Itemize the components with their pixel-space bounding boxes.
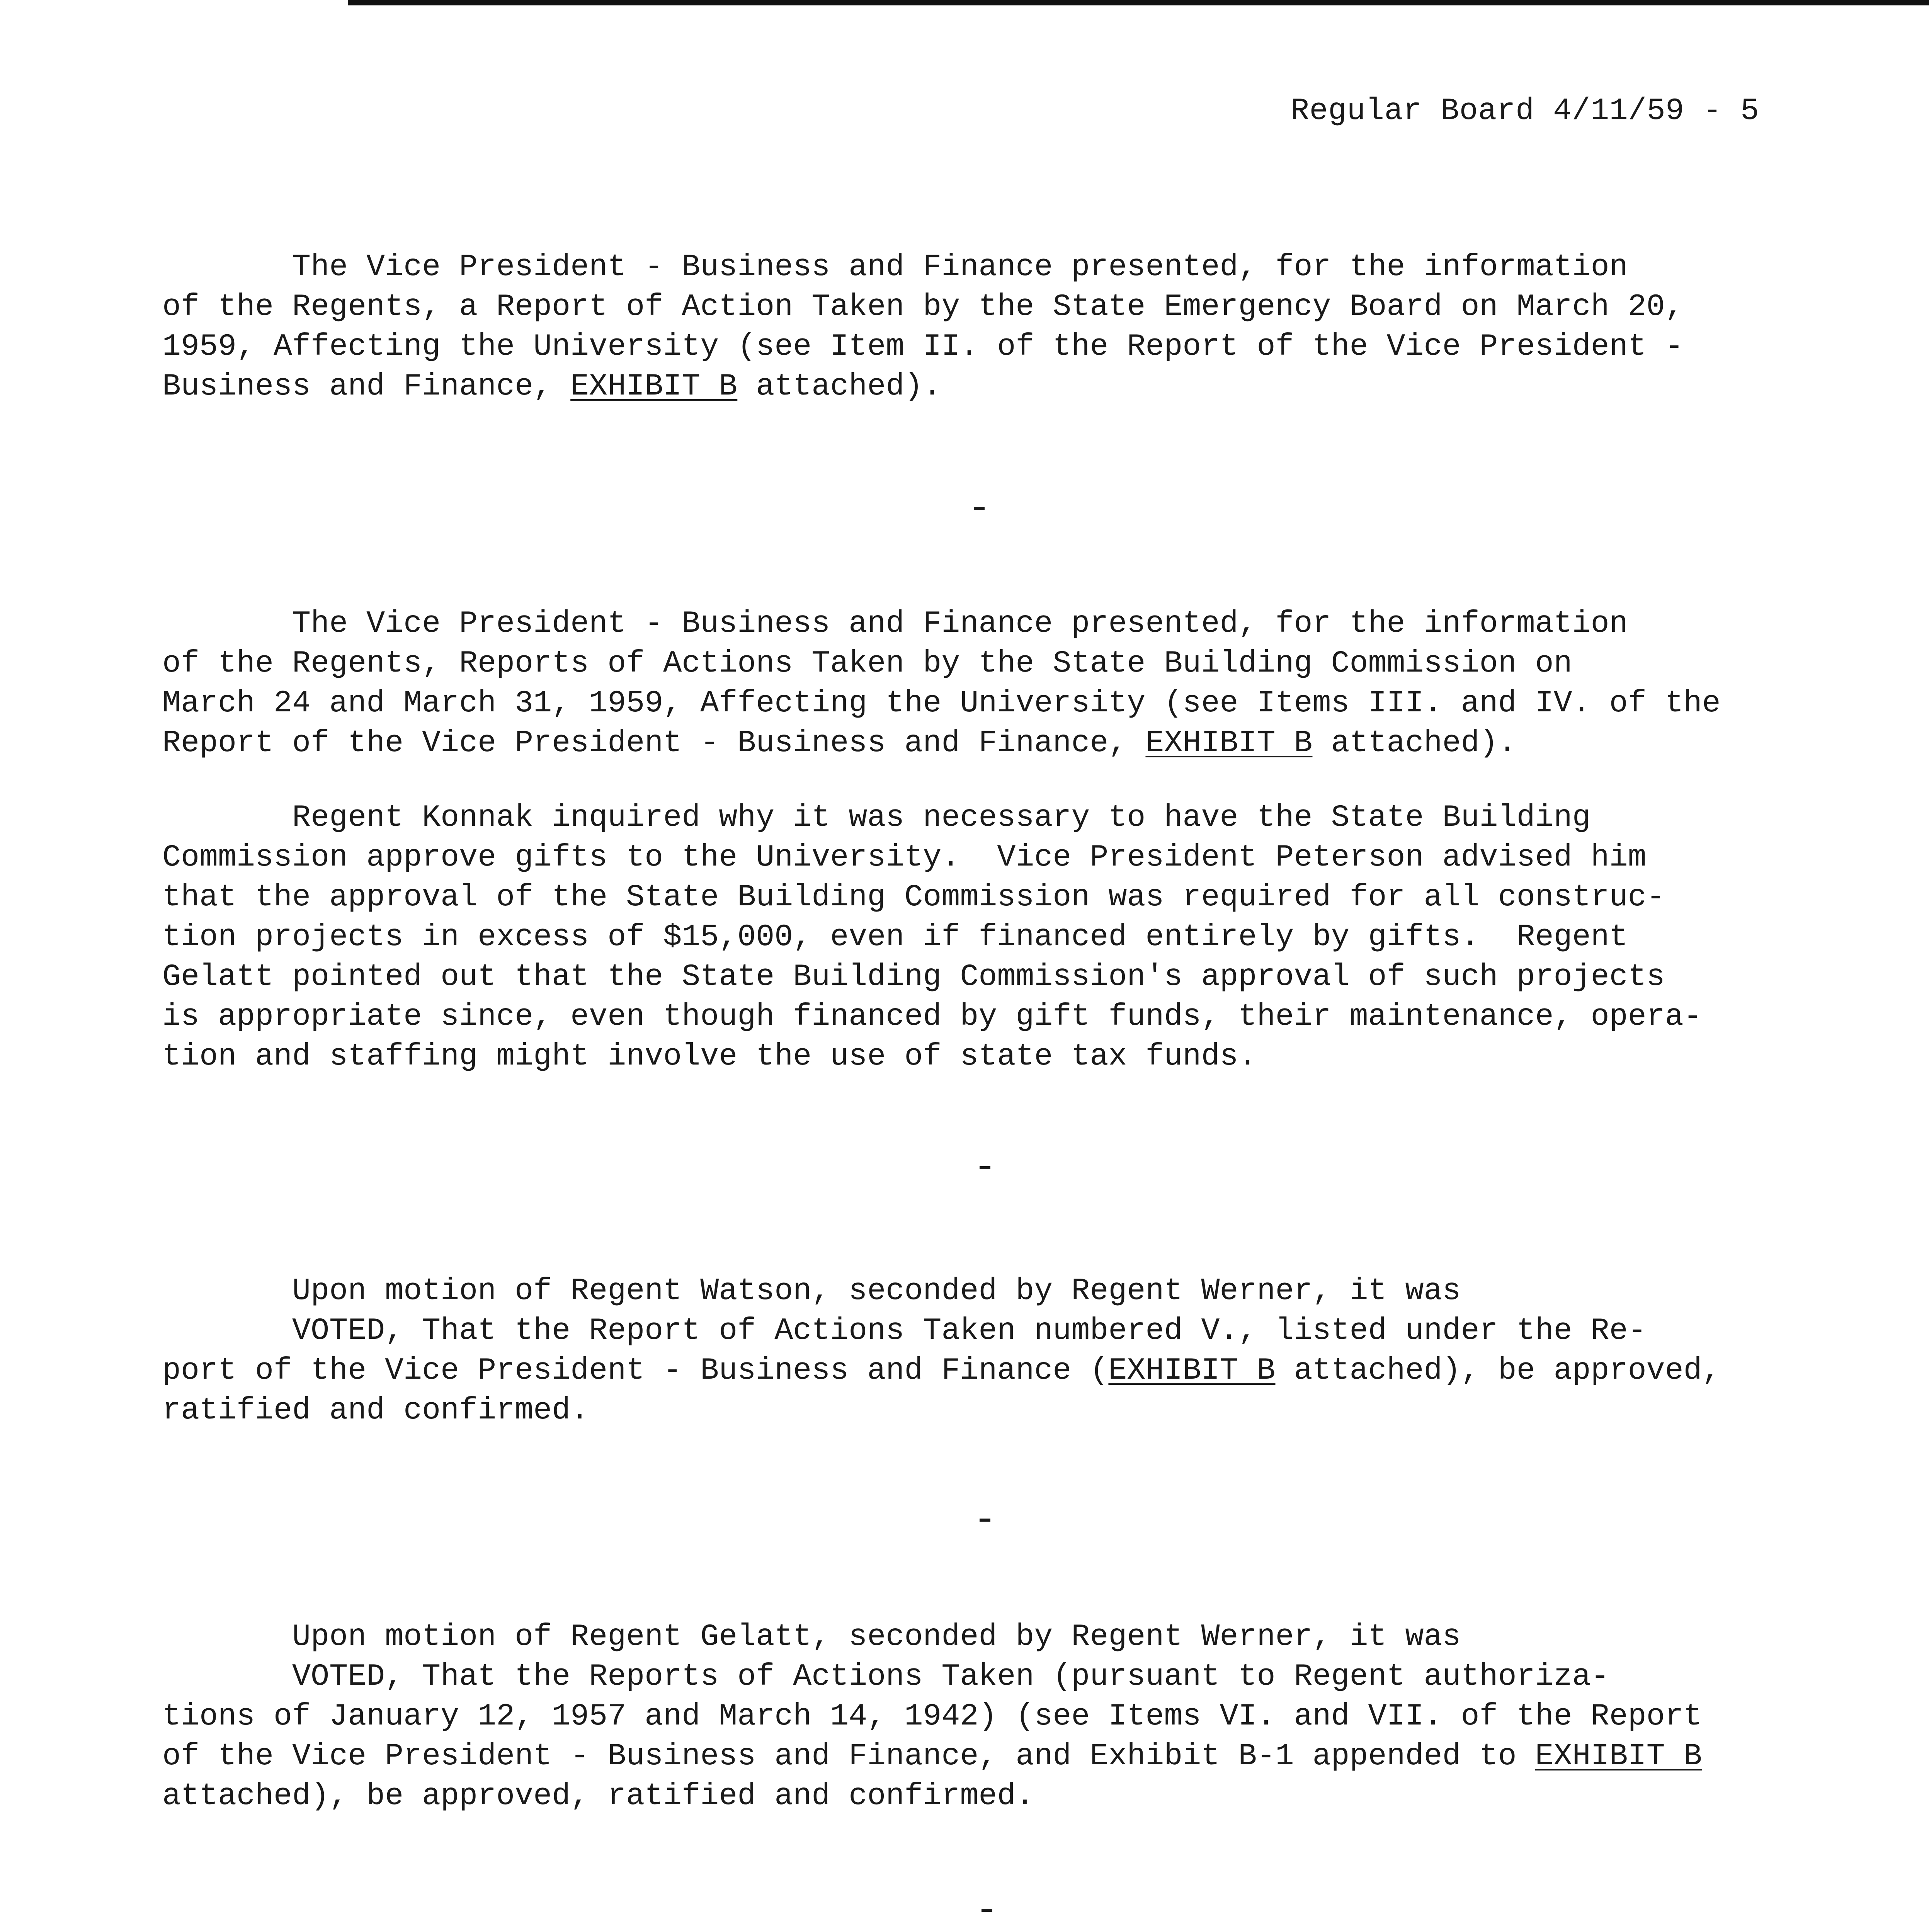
text-line: Commission approve gifts to the University. Vice President Peterson advised him <box>162 840 1647 875</box>
exhibit-reference: EXHIBIT B <box>1145 726 1313 761</box>
text-line: Gelatt pointed out that the State Building Commission's approval of such projects <box>162 959 1665 995</box>
paragraph-building-commission-report <box>162 604 1820 763</box>
paragraph-watson-motion <box>162 1271 1820 1430</box>
text-line: Upon motion of Regent Gelatt, seconded by Regent Werner, it was <box>162 1619 1461 1655</box>
text-line: is appropriate since, even though financed by gift funds, their maintenance, opera- <box>162 999 1702 1034</box>
text-line: that the approval of the State Building Commission was required for all construc- <box>162 880 1665 915</box>
exhibit-reference: EXHIBIT B <box>1535 1739 1702 1774</box>
text-line: tion projects in excess of $15,000, even if financed entirely by gifts. Regent <box>162 920 1628 955</box>
paragraph-konnak-inquiry <box>162 798 1820 1077</box>
text-line <box>162 1351 1820 1391</box>
text-line: 1959, Affecting the University (see Item II. of the Report of the Vice President - <box>162 329 1684 364</box>
text-line: March 24 and March 31, 1959, Affecting the University (see Items III. and IV. of the <box>162 686 1721 721</box>
text-line: The Vice President - Business and Finance presented, for the information <box>162 250 1628 285</box>
section-separator <box>980 1519 990 1522</box>
exhibit-reference: EXHIBIT B <box>570 369 738 404</box>
exhibit-reference: EXHIBIT B <box>1108 1353 1276 1388</box>
text-line <box>162 1736 1820 1776</box>
text-line: tion and staffing might involve the use of state tax funds. <box>162 1039 1257 1074</box>
text-line <box>162 723 1820 763</box>
top-edge-rule <box>348 0 1929 5</box>
page-header: Regular Board 4/11/59 - 5 <box>1291 94 1759 129</box>
paragraph-emergency-board-report <box>162 247 1820 406</box>
text-segment: Business and Finance, <box>162 369 571 404</box>
text-segment: attached). <box>1312 726 1517 761</box>
text-line: of the Regents, Reports of Actions Taken by the State Building Commission on <box>162 646 1572 681</box>
section-separator <box>982 1909 992 1912</box>
text-segment: Report of the Vice President - Business and Finance, <box>162 726 1146 761</box>
text-line <box>162 367 1820 406</box>
text-line: tions of January 12, 1957 and March 14, 1942) (see Items VI. and VII. of the Report <box>162 1699 1702 1734</box>
text-segment: attached). <box>737 369 942 404</box>
text-line: attached), be approved, ratified and confirmed. <box>162 1779 1034 1814</box>
text-line: of the Regents, a Report of Action Taken by the State Emergency Board on March 20, <box>162 289 1684 325</box>
text-line: Upon motion of Regent Watson, seconded by Regent Werner, it was <box>162 1274 1461 1309</box>
text-line: Regent Konnak inquired why it was necessary to have the State Building <box>162 800 1591 835</box>
paragraph-gelatt-motion <box>162 1617 1820 1816</box>
text-segment: of the Vice President - Business and Finance, and Exhibit B-1 appended to <box>162 1739 1535 1774</box>
text-segment: attached), be approved, <box>1275 1353 1721 1388</box>
text-line: VOTED, That the Report of Actions Taken numbered V., listed under the Re- <box>162 1313 1647 1349</box>
section-separator <box>980 1166 990 1169</box>
text-line: ratified and confirmed. <box>162 1393 589 1428</box>
text-segment: port of the Vice President - Business and Finance ( <box>162 1353 1109 1388</box>
section-separator <box>974 507 985 510</box>
text-line: VOTED, That the Reports of Actions Taken (pursuant to Regent authoriza- <box>162 1659 1609 1694</box>
text-line: The Vice President - Business and Finance presented, for the information <box>162 606 1628 641</box>
